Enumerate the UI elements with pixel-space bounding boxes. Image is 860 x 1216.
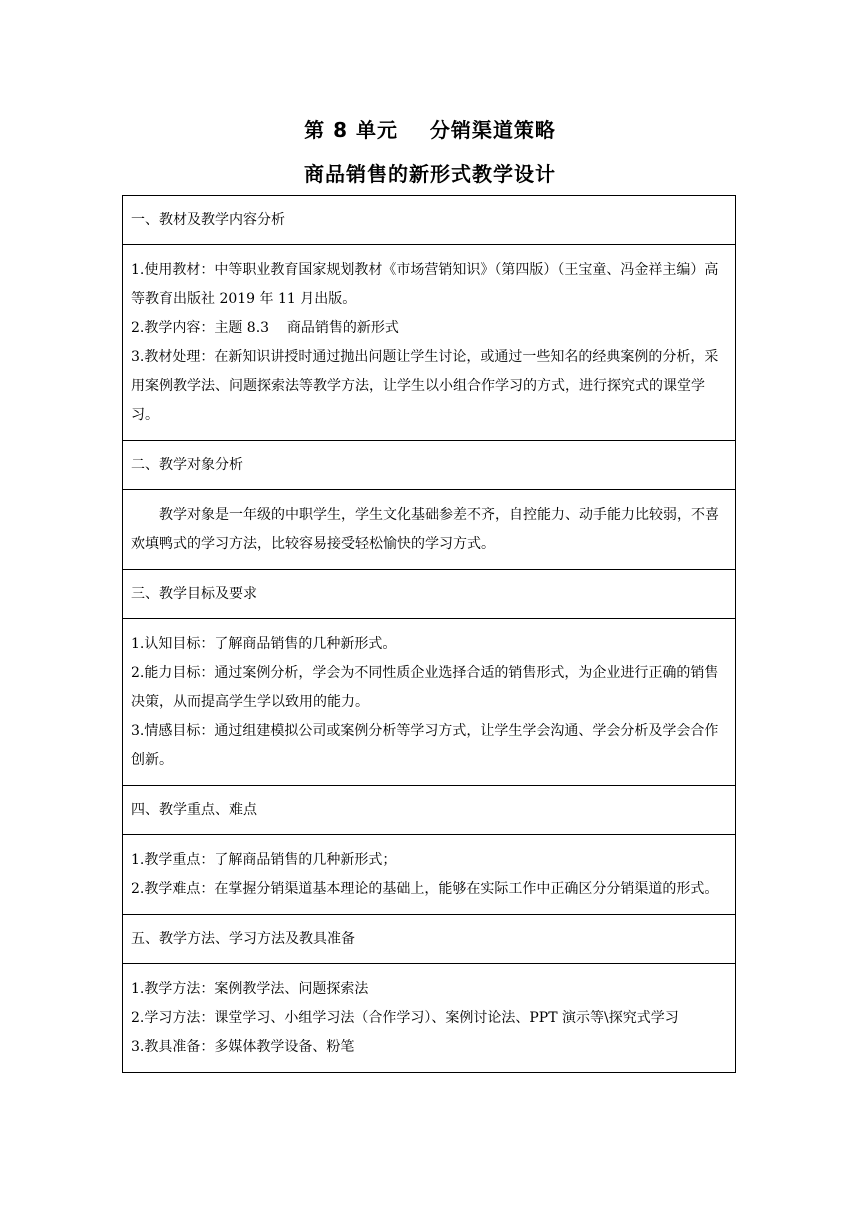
paragraph-content: 2.教学内容：主题 8.3 商品销售的新形式	[131, 320, 399, 336]
section-heading-objectives: 三、教学目标及要求	[123, 570, 736, 619]
paragraph-audience: 教学对象是一年级的中职学生，学生文化基础参差不齐，自控能力、动手能力比较弱，不喜欢填鸭式的学习方法，比较容易接受轻松愉快的学习方式。	[131, 507, 719, 552]
section-body-materials	[123, 245, 736, 441]
section-body-row	[123, 245, 736, 441]
paragraph-key-point: 1.教学重点：了解商品销售的几种新形式；	[131, 852, 397, 868]
section-header-row	[123, 915, 736, 964]
document-title: 第 8 单元 分销渠道策略	[304, 118, 556, 142]
section-heading-audience: 二、教学对象分析	[123, 441, 736, 490]
paragraph-cognitive-goal: 1.认知目标：了解商品销售的几种新形式。	[131, 636, 397, 652]
section-header-row	[123, 786, 736, 835]
section-heading-methods: 五、教学方法、学习方法及教具准备	[123, 915, 736, 964]
section-header-row	[123, 570, 736, 619]
section-body-row	[123, 619, 736, 786]
section-body-row	[123, 835, 736, 915]
section-heading-key-points: 四、教学重点、难点	[123, 786, 736, 835]
section-header-row	[123, 196, 736, 245]
paragraph-textbook: 1.使用教材：中等职业教育国家规划教材《市场营销知识》（第四版）（王宝童、冯金祥主编）高等教育出版社 2019 年 11 月出版。	[131, 262, 719, 307]
paragraph-difficult-point: 2.教学难点：在掌握分销渠道基本理论的基础上，能够在实际工作中正确区分分销渠道的形式。	[131, 881, 719, 897]
lesson-plan-table	[122, 195, 736, 1073]
section-body-row	[123, 490, 736, 570]
section-header-row	[123, 441, 736, 490]
paragraph-teaching-method: 1.教学方法：案例教学法、问题探索法	[131, 981, 369, 997]
paragraph-emotional-goal: 3.情感目标：通过组建模拟公司或案例分析等学习方式，让学生学会沟通、学会分析及学会合作创新。	[131, 723, 719, 768]
paragraph-treatment: 3.教材处理：在新知识讲授时通过抛出问题让学生讨论，或通过一些知名的经典案例的分析，采用案例教学法、问题探索法等教学方法，让学生以小组合作学习的方式，进行探究式的课堂学习。	[131, 349, 719, 423]
paragraph-ability-goal: 2.能力目标：通过案例分析，学会为不同性质企业选择合适的销售形式，为企业进行正确的销售决策，从而提高学生学以致用的能力。	[131, 665, 719, 710]
section-body-objectives	[123, 619, 736, 786]
paragraph-teaching-aids: 3.教具准备：多媒体教学设备、粉笔	[131, 1039, 355, 1055]
section-body-key-points	[123, 835, 736, 915]
section-body-row	[123, 964, 736, 1073]
section-body-audience	[123, 490, 736, 570]
document-subtitle: 商品销售的新形式教学设计	[304, 162, 556, 186]
section-body-methods	[123, 964, 736, 1073]
paragraph-learning-method: 2.学习方法：课堂学习、小组学习法（合作学习）、案例讨论法、PPT 演示等\探究式学习	[131, 1010, 679, 1026]
section-heading-materials: 一、教材及教学内容分析	[123, 196, 736, 245]
